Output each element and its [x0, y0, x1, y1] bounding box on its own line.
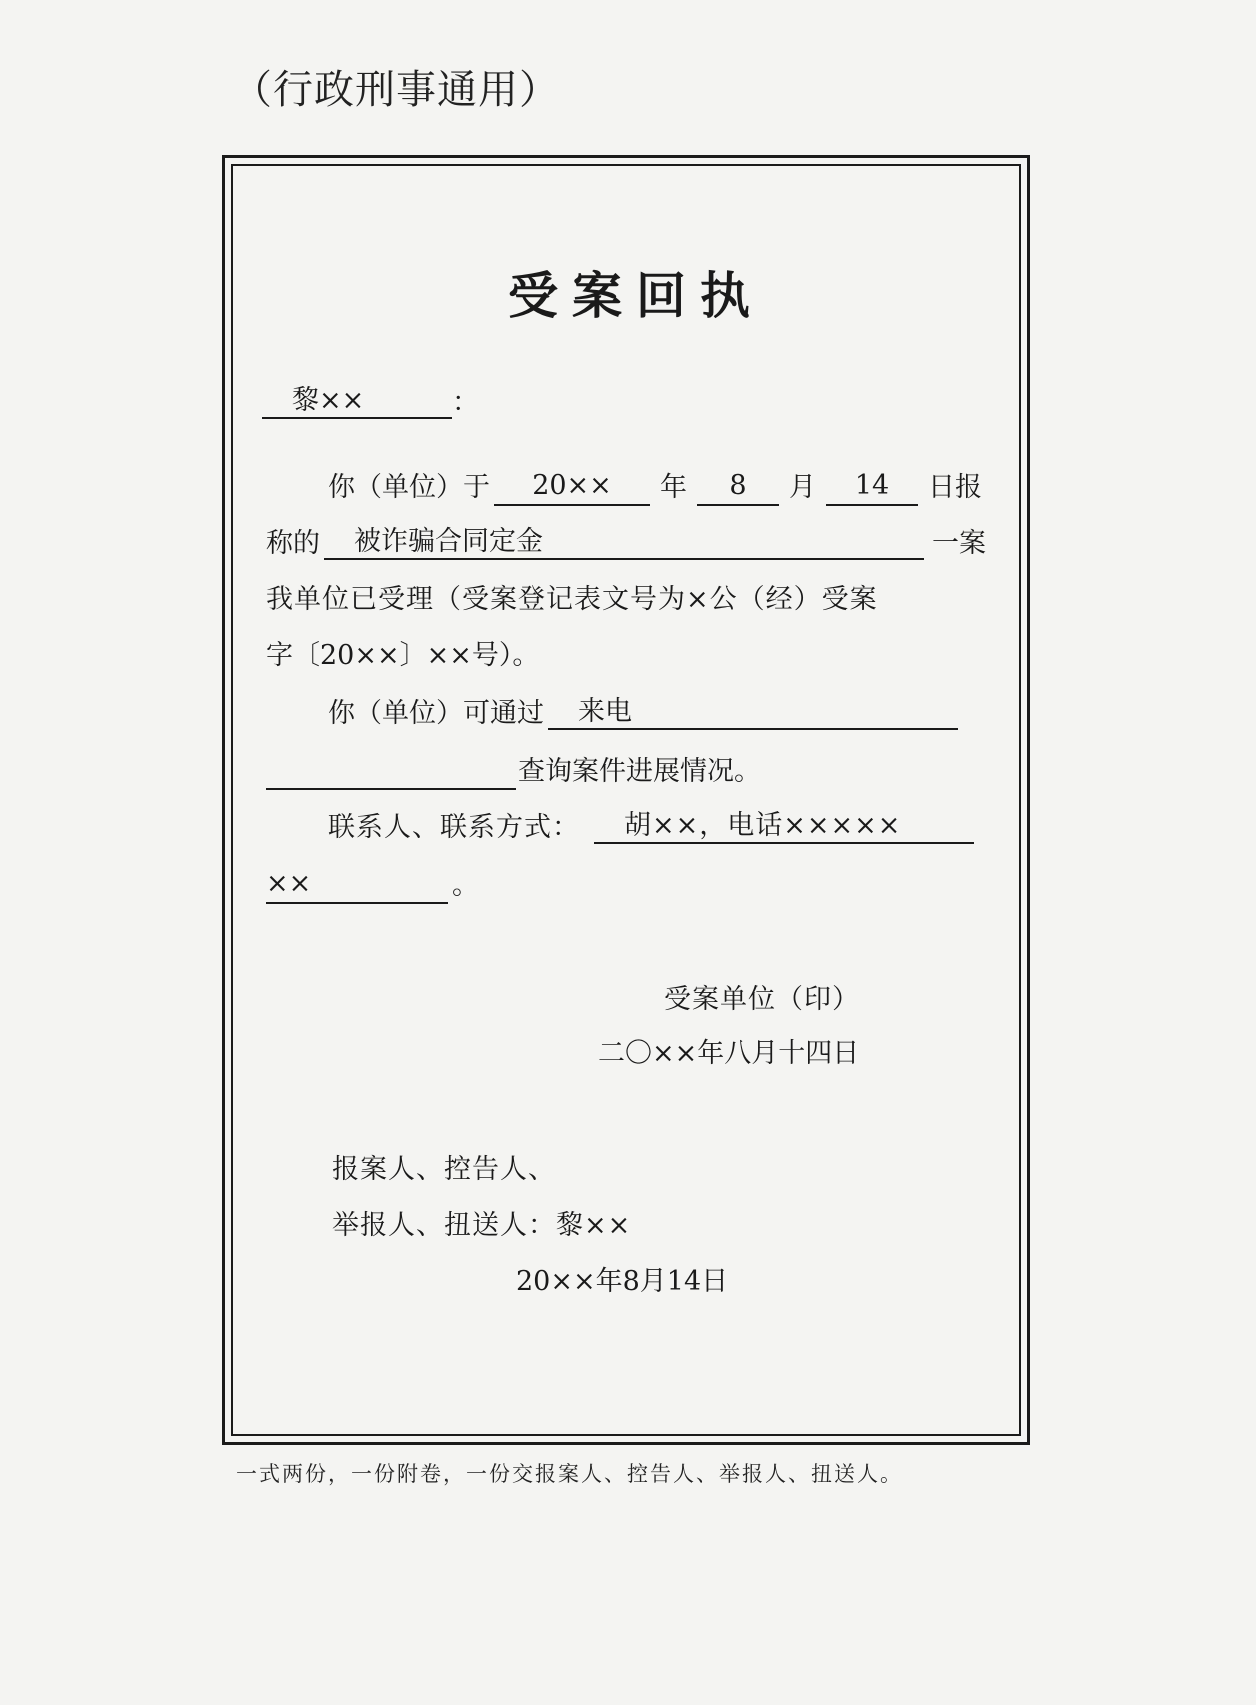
- reporter-label: 举报人、扭送人：: [332, 1210, 556, 1241]
- issuer-date: 二〇××年八月十四日: [598, 1038, 860, 1069]
- reporter-label-line-2: [332, 1206, 631, 1246]
- query-line: [328, 694, 958, 734]
- report-day-unit: 日报: [928, 472, 982, 503]
- report-month-unit: 月: [789, 472, 816, 503]
- contact-value-cont-field: ××: [266, 866, 448, 904]
- case-line: [266, 524, 986, 564]
- form-usage-note: （行政刑事通用）: [232, 67, 560, 113]
- report-year-field: 20××: [494, 468, 650, 506]
- report-year-unit: 年: [660, 472, 687, 503]
- query-suffix: 查询案件进展情况。: [518, 756, 761, 787]
- reporter-label-line-1: 报案人、控告人、: [332, 1154, 556, 1185]
- contact-prefix: 联系人、联系方式：: [328, 812, 580, 843]
- recipient-colon: ：: [452, 387, 479, 418]
- recipient-name-field: 黎××: [262, 383, 452, 419]
- report-month-field: 8: [697, 468, 779, 506]
- case-prefix: 称的: [266, 528, 320, 559]
- case-name-field: 被诈骗合同定金: [324, 524, 924, 560]
- case-suffix: 一案: [932, 528, 986, 559]
- report-prefix: 你（单位）于: [328, 472, 490, 503]
- recipient-line: [262, 383, 479, 423]
- contact-line: [328, 808, 974, 848]
- contact-value-field: 胡××，电话×××××: [594, 808, 974, 844]
- query-prefix: 你（单位）可通过: [328, 698, 544, 729]
- accepted-text-line-1: 我单位已受理（受案登记表文号为×公（经）受案: [266, 584, 878, 615]
- reporter-name: 黎××: [556, 1210, 632, 1241]
- query-method-field: 来电: [548, 694, 958, 730]
- form-title: 受案回执: [508, 266, 764, 325]
- issuer-unit: 受案单位（印）: [664, 984, 860, 1015]
- query-line-cont: [266, 752, 761, 792]
- form-footnote: 一式两份，一份附卷，一份交报案人、控告人、举报人、扭送人。: [236, 1462, 903, 1486]
- report-date-line: [328, 468, 982, 508]
- accepted-text-line-2: 字〔20××〕××号）。: [266, 640, 540, 671]
- report-day-field: 14: [826, 468, 918, 506]
- contact-line-cont: [266, 866, 479, 906]
- contact-suffix: 。: [452, 870, 479, 901]
- reporter-date: 20××年8月14日: [516, 1266, 729, 1297]
- query-blank-field: [266, 752, 516, 790]
